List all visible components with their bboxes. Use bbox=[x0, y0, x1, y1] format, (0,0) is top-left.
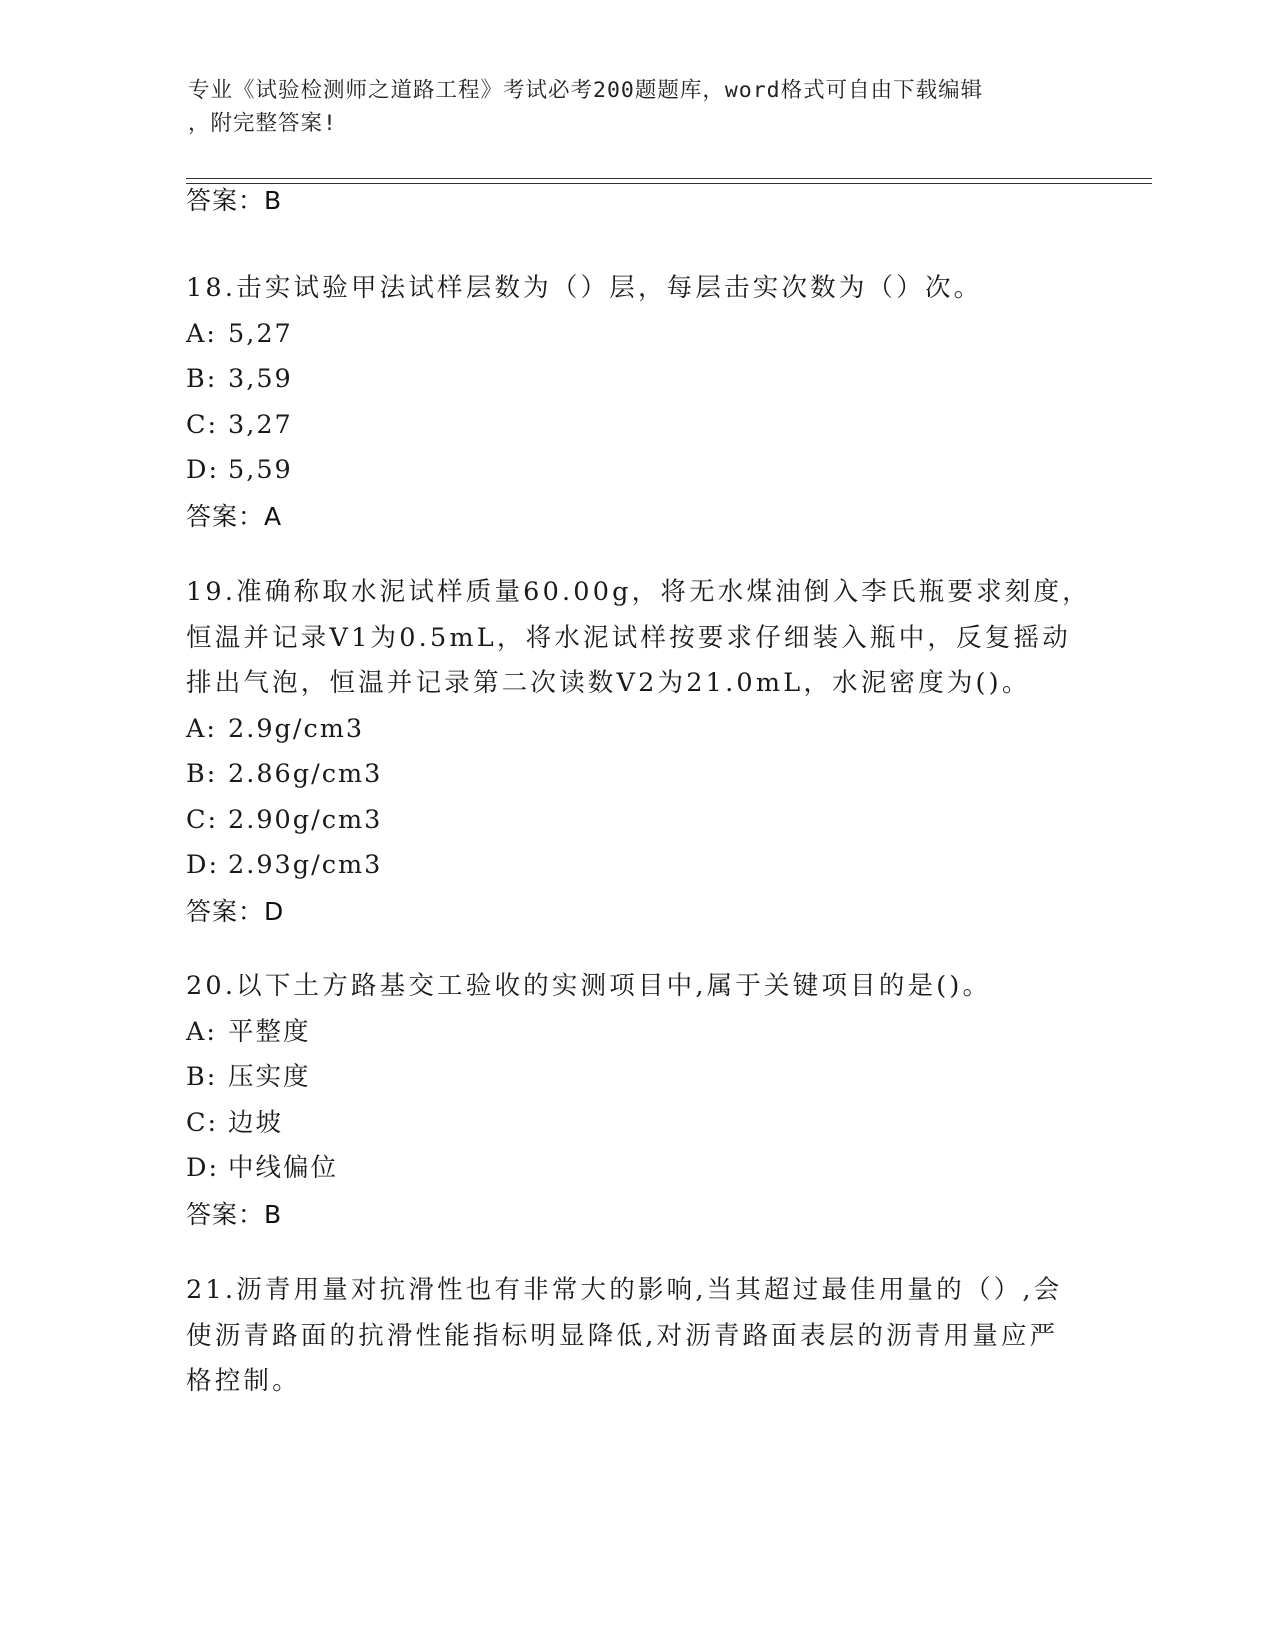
option-c bbox=[186, 403, 1106, 449]
question-20 bbox=[186, 964, 1106, 1238]
option-text: 5,27 bbox=[228, 318, 293, 349]
option-key: B: bbox=[186, 1062, 218, 1092]
option-text: 5,59 bbox=[228, 455, 293, 485]
option-b bbox=[186, 1055, 1106, 1101]
option-list bbox=[186, 312, 1106, 494]
question-text bbox=[186, 1268, 1106, 1405]
option-d bbox=[186, 448, 1106, 494]
document-header bbox=[188, 74, 1088, 140]
answer-q17: 答案：B bbox=[186, 186, 283, 215]
option-c bbox=[186, 1101, 1106, 1147]
question-line: 20.以下土方路基交工验收的实测项目中,属于关键项目的是()。 bbox=[186, 971, 992, 1001]
option-list bbox=[186, 1010, 1106, 1192]
option-text: 压实度 bbox=[228, 1062, 311, 1092]
question-line: 19.准确称取水泥试样质量60.00g，将无水煤油倒入李氏瓶要求刻度， bbox=[186, 577, 1091, 607]
option-key: C: bbox=[186, 1107, 219, 1138]
question-21 bbox=[186, 1268, 1106, 1405]
option-b bbox=[186, 752, 1106, 798]
question-18 bbox=[186, 266, 1106, 540]
option-key: A: bbox=[186, 1016, 218, 1047]
option-text: 3,59 bbox=[228, 364, 293, 394]
option-key: D: bbox=[186, 1153, 220, 1183]
question-line: 使沥青路面的抗滑性能指标明显降低,对沥青路面表层的沥青用量应严 bbox=[186, 1320, 1059, 1351]
option-key: B: bbox=[186, 364, 218, 394]
option-d bbox=[186, 1146, 1106, 1192]
option-key: B: bbox=[186, 759, 218, 789]
option-text: 3,27 bbox=[228, 409, 293, 440]
option-key: C: bbox=[186, 804, 219, 835]
option-key: D: bbox=[186, 455, 220, 485]
question-line: 18.击实试验甲法试样层数为（）层，每层击实次数为（）次。 bbox=[186, 273, 983, 303]
option-a bbox=[186, 312, 1106, 358]
header-line-1: 专业《试验检测师之道路工程》考试必考200题题库，word格式可自由下载编辑 bbox=[188, 78, 984, 103]
option-text: 边坡 bbox=[228, 1107, 284, 1138]
option-text: 2.93g/cm3 bbox=[228, 850, 383, 880]
option-a bbox=[186, 1010, 1106, 1056]
option-key: C: bbox=[186, 409, 219, 440]
option-text: 中线偏位 bbox=[228, 1153, 339, 1183]
question-19 bbox=[186, 570, 1106, 935]
answer-q18: 答案：A bbox=[186, 501, 283, 531]
option-key: A: bbox=[186, 713, 218, 744]
question-text bbox=[186, 266, 1106, 312]
option-list bbox=[186, 707, 1106, 889]
answer-q19: 答案：D bbox=[186, 896, 285, 926]
option-d bbox=[186, 843, 1106, 889]
question-text bbox=[186, 570, 1106, 707]
option-c bbox=[186, 798, 1106, 844]
question-line: 恒温并记录V1为0.5mL，将水泥试样按要求仔细装入瓶中，反复摇动 bbox=[186, 622, 1071, 653]
question-line: 排出气泡，恒温并记录第二次读数V2为21.0mL，水泥密度为()。 bbox=[186, 668, 1031, 698]
option-text: 2.9g/cm3 bbox=[228, 713, 365, 744]
answer-q20: 答案：B bbox=[186, 1199, 283, 1229]
question-text bbox=[186, 964, 1106, 1010]
option-text: 2.86g/cm3 bbox=[228, 759, 383, 789]
question-line: 格控制。 bbox=[186, 1366, 301, 1396]
option-text: 2.90g/cm3 bbox=[228, 804, 383, 835]
question-line: 21.沥青用量对抗滑性也有非常大的影响,当其超过最佳用量的（）,会 bbox=[186, 1275, 1063, 1305]
option-text: 平整度 bbox=[228, 1016, 311, 1047]
option-key: A: bbox=[186, 318, 218, 349]
header-line-2: ，附完整答案! bbox=[188, 111, 337, 136]
option-a bbox=[186, 707, 1106, 753]
option-key: D: bbox=[186, 850, 220, 880]
option-b bbox=[186, 357, 1106, 403]
